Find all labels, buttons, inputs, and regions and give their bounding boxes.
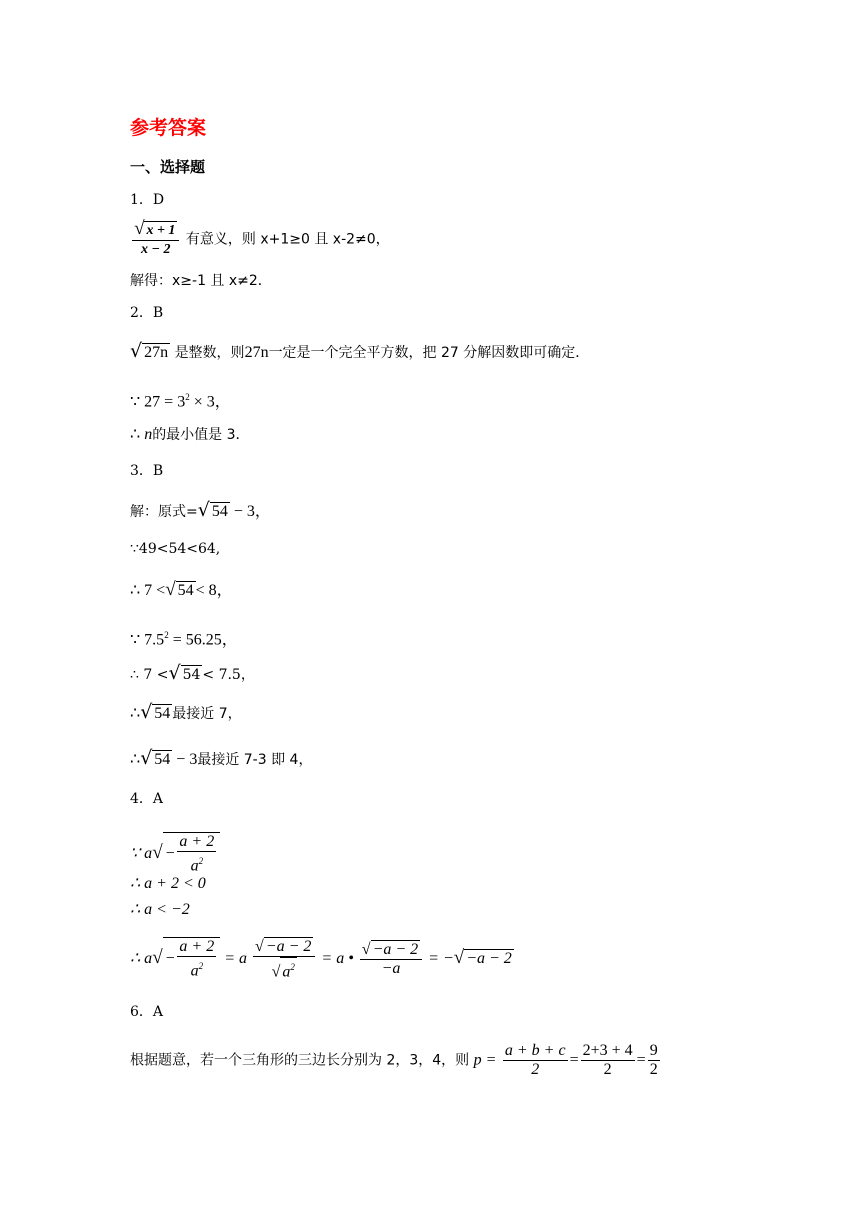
q2-therefore: ∴ n的最小值是 3．: [130, 426, 250, 443]
q3-l1-prefix: 解：原式=: [130, 504, 198, 520]
q4-line1: ∵ a√ − $\frac{a + 2}{a^2}$: [130, 832, 220, 875]
q1-fraction: $\frac{√ x + 1}{x - 2}$: [132, 220, 179, 259]
q3-line6: ∴√ 54 最接近 7，: [130, 701, 242, 723]
q2-because-exp: 2: [185, 392, 190, 402]
q1-text: 有意义，则 x+1≥0 且 x-2≠0，: [185, 231, 390, 248]
q3-l7-mid: − 3: [172, 751, 198, 768]
q3-l6-rad: 54: [154, 705, 171, 722]
q2-because-tail: × 3，: [189, 393, 231, 411]
q1-condition: [130, 220, 390, 259]
q3-line4: [130, 625, 238, 650]
q3-line3: ∴ 7 <√ 54 < 8，: [130, 579, 233, 600]
q2-n: n: [144, 426, 153, 443]
q3-l4-tail: = 56.25，: [168, 631, 238, 649]
q3-line1: 解：原式=√ 54 − 3，: [130, 499, 271, 521]
q3-l5-rad: 54: [182, 667, 201, 683]
q1-answer: 1．D: [130, 192, 165, 208]
q1-solve: 解得：x≥-1 且 x≠2．: [130, 273, 272, 289]
q6-den3: 2: [649, 1061, 658, 1078]
q6-num2: 2+3 + 4: [582, 1042, 633, 1059]
q2-explain: √ 27n 是整数，则27n一定是一个完全平方数，把 27 分解因数即可确定．: [130, 340, 590, 362]
q4-line3: ∴ a < −2: [130, 901, 190, 918]
q3-l3-prefix: ∴ 7 <: [130, 582, 166, 599]
q4-l1-den-exp: 2: [198, 856, 204, 866]
q4-l4-eq3: = −: [428, 949, 454, 967]
q2-because: [130, 387, 231, 412]
q1-frac-den: x − 2: [140, 242, 171, 257]
q3-l5-tail: < 7.5，: [202, 667, 255, 683]
q3-l1-rad: 54: [211, 503, 228, 520]
q3-l7-rad: 54: [154, 751, 171, 768]
q3-l7-tail: 最接近 7-3 即 4，: [197, 752, 313, 768]
q3-l6-tail: 最接近 7，: [172, 706, 242, 722]
q6-den2: 2: [603, 1061, 612, 1078]
q4-l4-rad3: −a − 2: [466, 949, 512, 967]
q6-eq2: =: [636, 1051, 646, 1069]
q6-eq1: =: [569, 1051, 579, 1069]
q4-l4-den0: a: [190, 962, 199, 980]
q3-l4-exp: 2: [164, 630, 169, 640]
q3-l7-prefix: ∴: [130, 751, 141, 768]
q2-because-base: ∵ 27 = 3: [130, 393, 186, 411]
q3-l6-prefix: ∴: [130, 705, 141, 722]
q2-text2: 一定是一个完全平方数，把 27 分解因数即可确定．: [268, 345, 590, 361]
q3-l4-prefix: ∵ 7.5: [130, 631, 165, 649]
q3-line2: ∵49<54<64,: [130, 541, 221, 557]
q4-l1-num: a + 2: [179, 833, 215, 850]
q3-line5: ∴ 7 <√ 54 < 7.5，: [130, 662, 255, 684]
q2-expr: 27n: [244, 344, 269, 361]
q6-num3: 9: [649, 1042, 658, 1059]
q4-answer: 4．A: [130, 791, 164, 807]
q6-text: 根据题意，若一个三角形的三边长分别为 2，3，4，则: [130, 1052, 470, 1069]
q3-l3-rad: 54: [177, 582, 194, 599]
q1-frac-num: x + 1: [146, 223, 176, 238]
q4-line2: ∴ a + 2 < 0: [130, 875, 206, 892]
q4-line4: ∴ a√ − $\frac{a + 2}{a^2}$ = a $\frac{√ -a - 2}{√ a^2}$ = a • $\frac{√ -a - 2}{-a}$ = −√ −a − 2: [130, 938, 512, 981]
q4-l4-eq1: = a: [224, 949, 248, 967]
q4-l4-den1-exp: 2: [290, 962, 295, 972]
q6-line: [130, 1042, 662, 1079]
q4-l4-den1: a: [282, 963, 291, 981]
q4-l1-den: a: [190, 857, 199, 875]
section-heading: 一、选择题: [130, 158, 206, 176]
q2-text1: 是整数，则: [174, 345, 245, 361]
q4-l1-prefix: ∵ a: [130, 844, 153, 862]
q4-l1-rad: − $\frac{a + 2}{a^2}$: [163, 832, 221, 875]
q4-l4-den0-exp: 2: [198, 961, 204, 971]
q3-line7: ∴√ 54 − 3最接近 7-3 即 4，: [130, 747, 313, 769]
q4-l4-eq2: = a •: [321, 949, 354, 967]
answer-title: 参考答案: [130, 117, 207, 139]
q4-l4-rad1: − $\frac{a + 2}{a^2}$: [163, 937, 221, 980]
q4-l4-num2: −a − 2: [372, 941, 419, 959]
q2-radicand: 27n: [144, 344, 169, 361]
q2-therefore-text: 的最小值是 3．: [152, 427, 250, 443]
q4-l4-prefix: ∴ a: [130, 949, 153, 967]
q6-num1: a + b + c: [504, 1042, 566, 1059]
q6-den1: 2: [531, 1061, 540, 1078]
q3-answer: 3．B: [130, 463, 164, 479]
q6-p: p =: [473, 1051, 497, 1069]
q2-answer: 2．B: [130, 305, 164, 321]
q3-l5-prefix: ∴ 7 <: [130, 667, 169, 683]
q4-l4-num1: −a − 2: [265, 938, 312, 955]
q6-answer: 6．A: [130, 1004, 164, 1020]
q4-l4-num0: a + 2: [179, 938, 215, 955]
q3-l3-tail: < 8，: [195, 582, 233, 599]
q4-l4-den2: −a: [381, 960, 401, 978]
q3-l1-tail: − 3，: [229, 503, 271, 520]
